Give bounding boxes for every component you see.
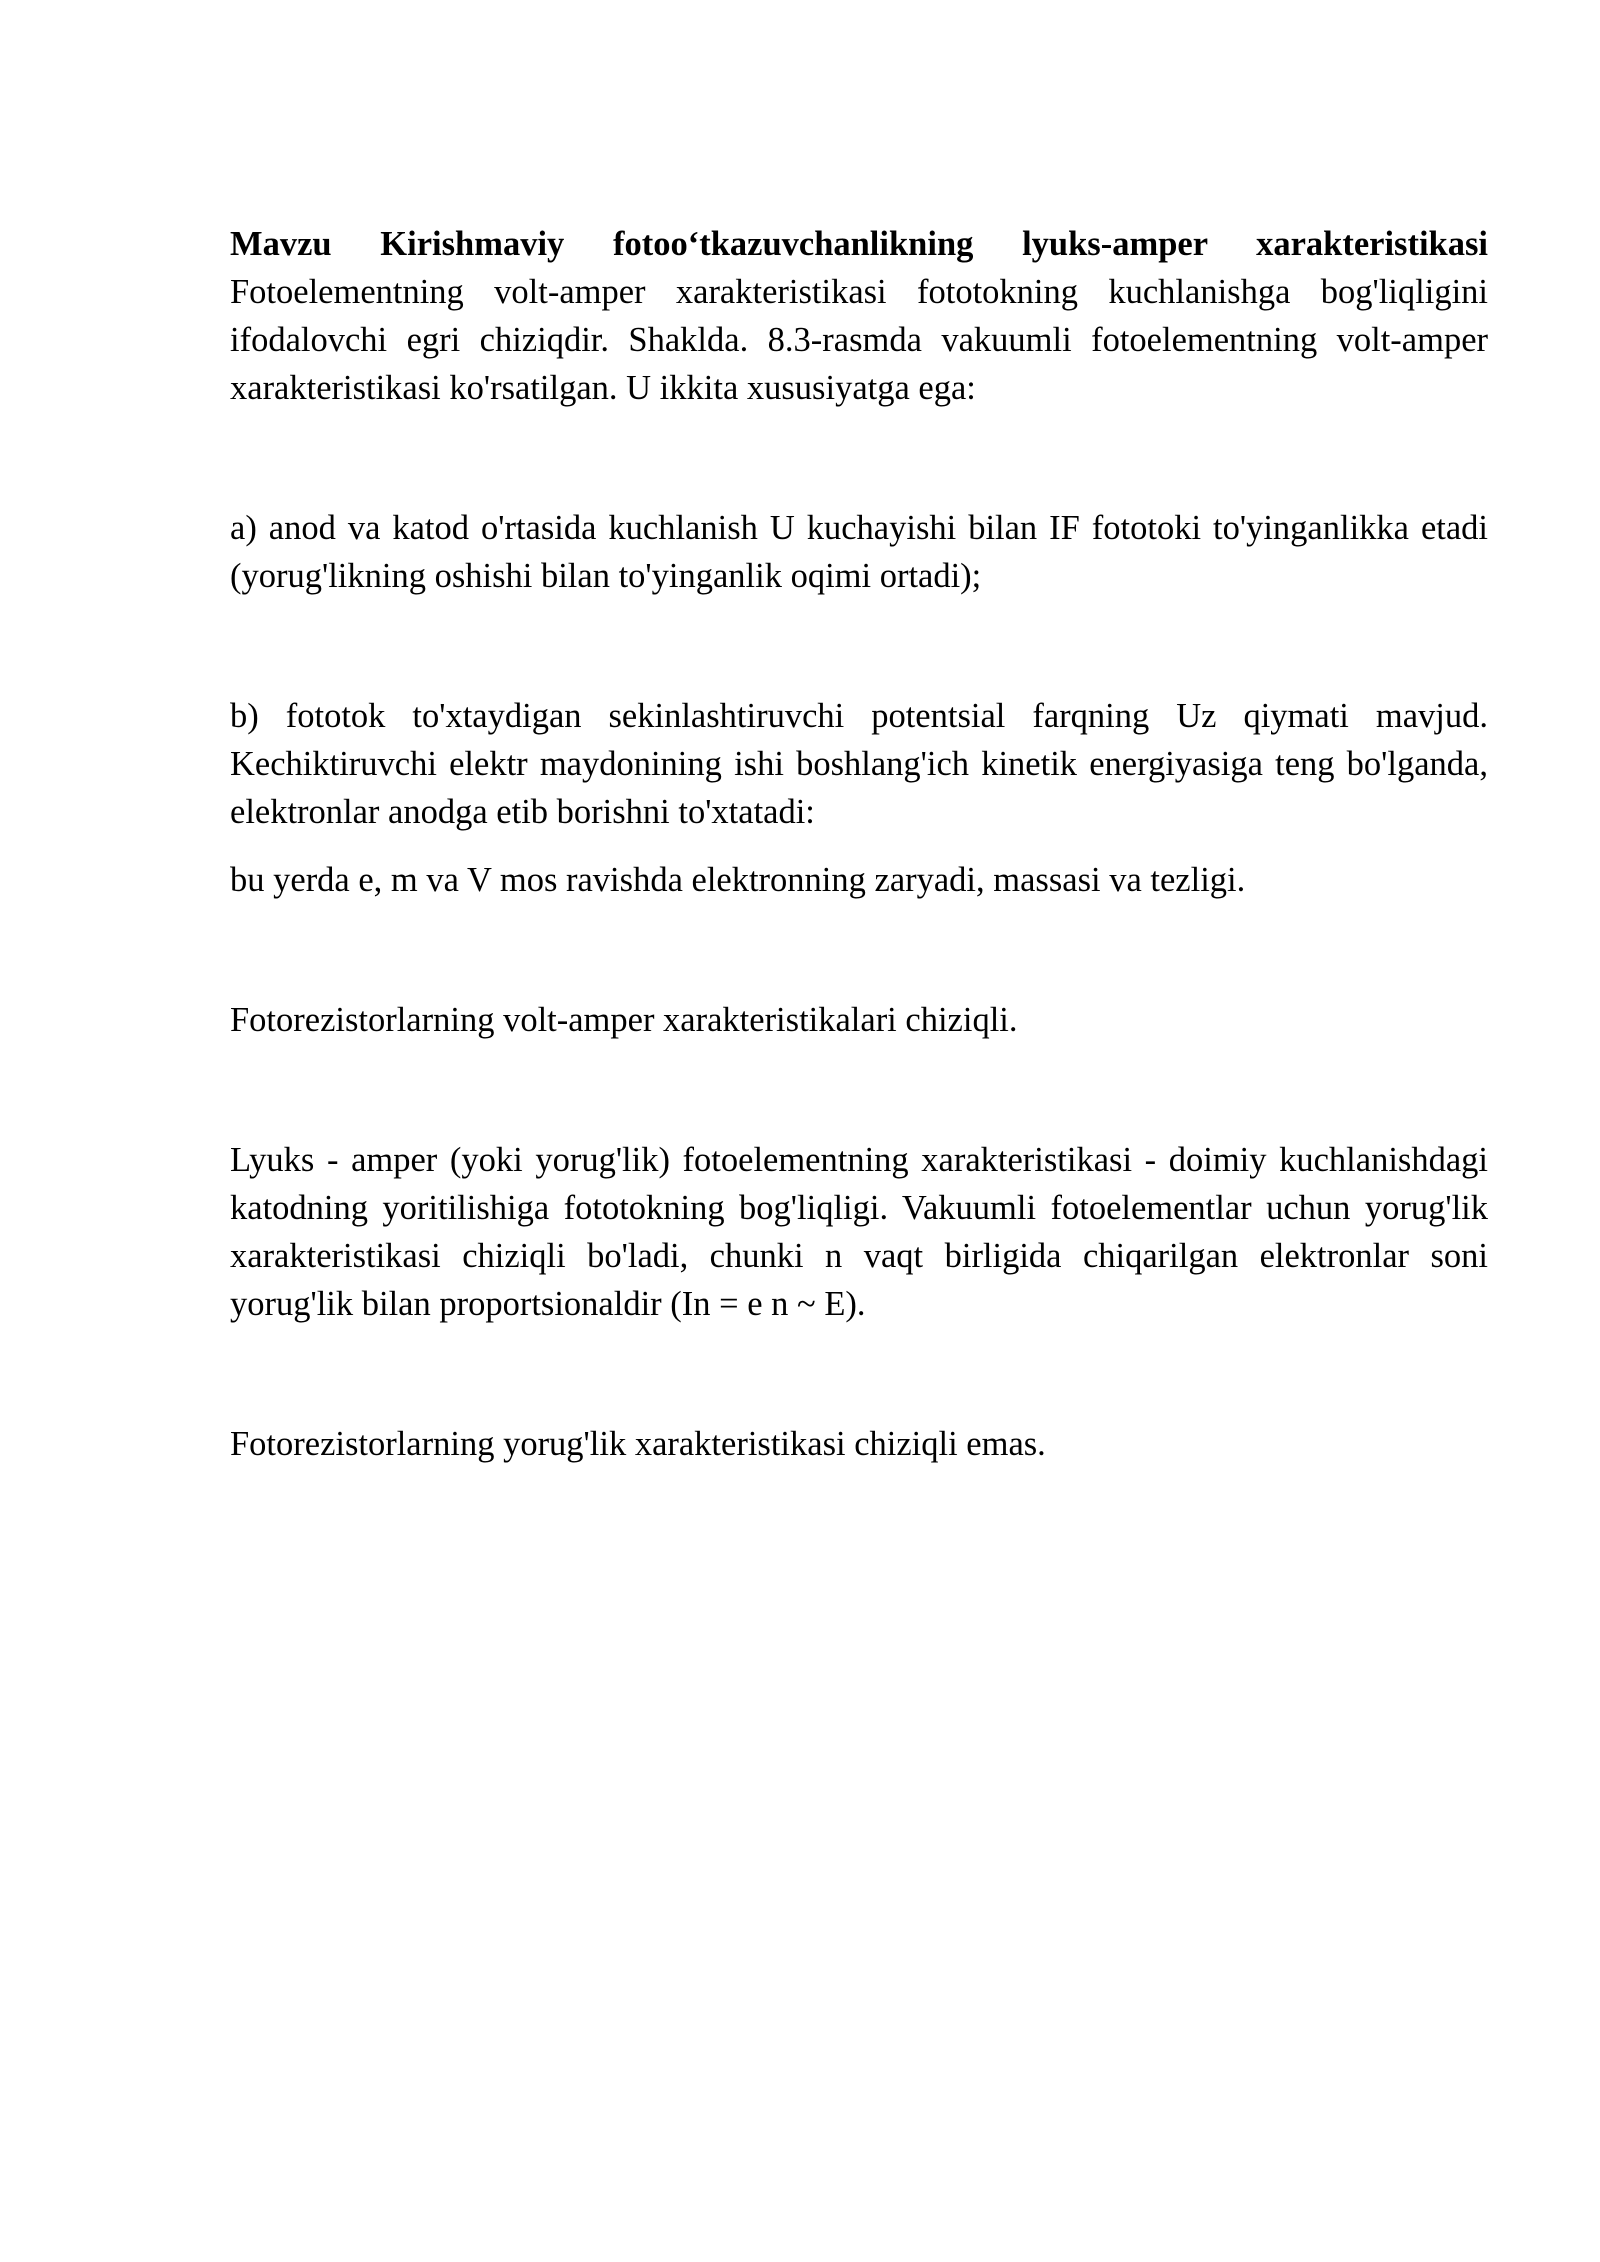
- item-a-paragraph: a) anod va katod o'rtasida kuchlanish U kuchayishi bilan IF fototoki to'yinganlikka etadi (yorug'likning oshishi bilan to'yinganlik oqimi ortadi);: [230, 509, 1488, 595]
- intro-paragraph: [230, 220, 1488, 412]
- photoresistor-va-paragraph: Fotorezistorlarning volt-amper xarakteristikalari chiziqli.: [230, 1001, 1018, 1039]
- document-title: Mavzu Kirishmaviy fotoo‘tkazuvchanlikning lyuks-amper xarakteristikasi: [230, 225, 1488, 263]
- intro-text: Fotoelementning volt-amper xarakteristikasi fototokning kuchlanishga bog'liqligini ifodalovchi egri chiziqdir. Shaklda. 8.3-rasmda vakuumli fotoelementning volt-amper xarakteristikasi ko'rsatilgan. U ikkita xususiyatga ega:: [230, 273, 1488, 407]
- document-body: [230, 220, 1488, 1468]
- lyuks-amper-paragraph: Lyuks - amper (yoki yorug'lik) fotoelementning xarakteristikasi - doimiy kuchlanishdagi katodning yoritilishiga fototokning bog'liqligi. Vakuumli fotoelementlar uchun yorug'lik xarakteristikasi chiziqli bo'ladi, chunki n vaqt birligida chiqarilgan elektronlar soni yorug'lik bilan proportsionaldir (In = e n ~ E).: [230, 1141, 1488, 1323]
- item-b-paragraph: b) fototok to'xtaydigan sekinlashtiruvchi potentsial farqning Uz qiymati mavjud. Kechiktiruvchi elektr maydonining ishi boshlang'ich kinetik energiyasiga teng bo'lganda, elektronlar anodga etib borishni to'xtatadi:: [230, 697, 1488, 831]
- photoresistor-light-paragraph: Fotorezistorlarning yorug'lik xarakteristikasi chiziqli emas.: [230, 1425, 1046, 1463]
- where-note-paragraph: bu yerda e, m va V mos ravishda elektronning zaryadi, massasi va tezligi.: [230, 861, 1246, 899]
